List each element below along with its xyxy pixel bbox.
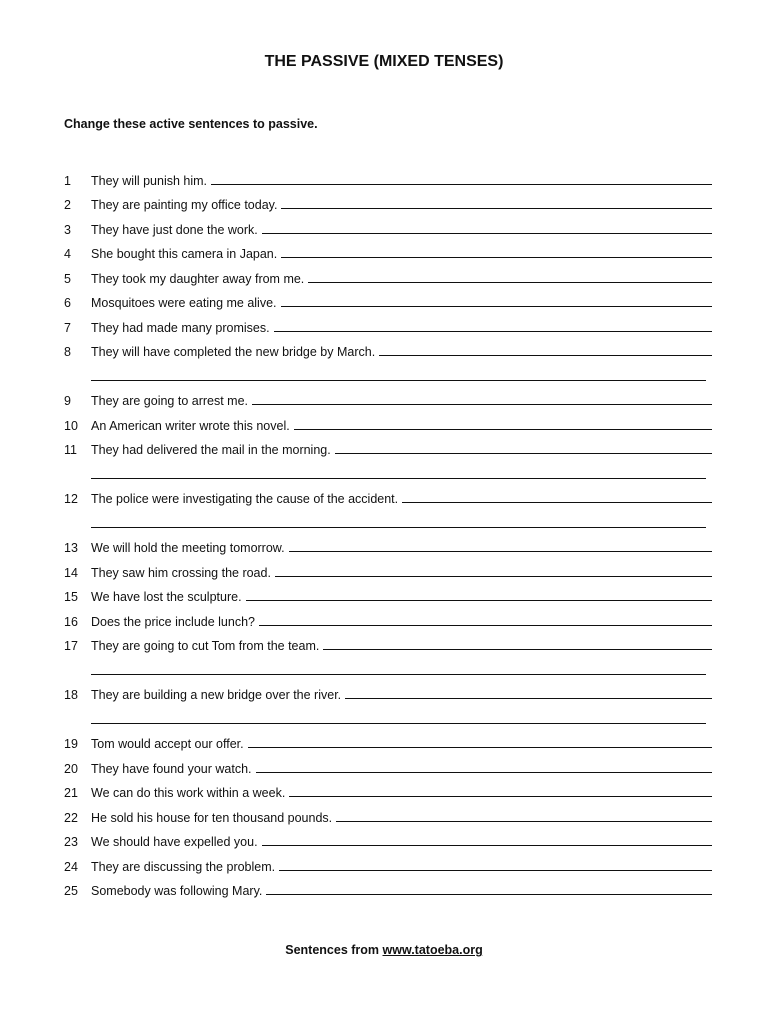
answer-line[interactable] bbox=[281, 208, 712, 209]
item-sentence: They are discussing the problem. bbox=[91, 859, 276, 874]
item-number: 12 bbox=[64, 492, 78, 506]
answer-line[interactable] bbox=[252, 404, 712, 405]
exercise-item bbox=[64, 604, 712, 629]
exercise-item bbox=[64, 874, 712, 899]
exercise-item bbox=[64, 800, 712, 825]
answer-line[interactable] bbox=[336, 821, 712, 822]
answer-line[interactable] bbox=[262, 233, 712, 234]
answer-line[interactable] bbox=[275, 576, 712, 577]
item-sentence: She bought this camera in Japan. bbox=[91, 247, 278, 261]
answer-line[interactable] bbox=[281, 306, 712, 307]
footer-prefix: Sentences from bbox=[285, 943, 380, 957]
exercise-item bbox=[64, 286, 712, 311]
exercise-item bbox=[64, 188, 712, 213]
answer-line[interactable] bbox=[266, 894, 712, 895]
item-sentence: They are going to cut Tom from the team. bbox=[91, 639, 320, 653]
answer-line[interactable] bbox=[91, 723, 706, 724]
exercise-item bbox=[64, 849, 712, 874]
answer-line[interactable] bbox=[91, 478, 706, 479]
item-sentence: They have just done the work. bbox=[91, 222, 258, 237]
exercise-item bbox=[64, 825, 712, 850]
exercise-item bbox=[64, 776, 712, 801]
answer-line[interactable] bbox=[279, 870, 712, 871]
exercise-item bbox=[64, 261, 712, 286]
item-number: 16 bbox=[64, 614, 78, 629]
item-sentence: Mosquitoes were eating me alive. bbox=[91, 296, 277, 310]
item-number: 11 bbox=[64, 443, 77, 457]
item-sentence: The police were investigating the cause of the accident. bbox=[91, 492, 399, 506]
item-number: 6 bbox=[64, 296, 71, 310]
item-number: 23 bbox=[64, 835, 78, 849]
exercise-list bbox=[64, 163, 712, 898]
instructions: Change these active sentences to passive. bbox=[64, 117, 318, 131]
answer-continuation bbox=[64, 359, 712, 384]
exercise-item bbox=[64, 580, 712, 605]
item-sentence: They will punish him. bbox=[91, 173, 208, 188]
item-number: 9 bbox=[64, 394, 71, 408]
answer-line[interactable] bbox=[294, 429, 712, 430]
answer-line[interactable] bbox=[248, 747, 712, 748]
exercise-item bbox=[64, 555, 712, 580]
item-sentence: They are going to arrest me. bbox=[91, 394, 249, 408]
item-number: 15 bbox=[64, 590, 78, 604]
worksheet-title: THE PASSIVE (MIXED TENSES) bbox=[264, 53, 504, 70]
answer-line[interactable] bbox=[379, 355, 712, 356]
exercise-item bbox=[64, 237, 712, 262]
item-number: 2 bbox=[64, 198, 71, 212]
item-number: 19 bbox=[64, 737, 78, 751]
item-number: 20 bbox=[64, 761, 78, 776]
item-sentence: We should have expelled you. bbox=[91, 835, 258, 849]
exercise-item bbox=[64, 727, 712, 752]
answer-line[interactable] bbox=[256, 772, 712, 773]
answer-line[interactable] bbox=[259, 625, 712, 626]
answer-line[interactable] bbox=[211, 184, 712, 185]
item-sentence: He sold his house for ten thousand pounds. bbox=[91, 810, 333, 825]
item-sentence: We have lost the sculpture. bbox=[91, 590, 242, 604]
item-sentence: They saw him crossing the road. bbox=[91, 565, 271, 580]
answer-line[interactable] bbox=[91, 380, 706, 381]
item-number: 1 bbox=[64, 173, 71, 188]
answer-line[interactable] bbox=[308, 282, 712, 283]
exercise-item bbox=[64, 212, 712, 237]
item-number: 3 bbox=[64, 222, 71, 237]
answer-line[interactable] bbox=[323, 649, 712, 650]
answer-line[interactable] bbox=[274, 331, 712, 332]
tatoeba-link[interactable]: www.tatoeba.org bbox=[382, 943, 483, 957]
item-number: 7 bbox=[64, 320, 71, 335]
exercise-item bbox=[64, 482, 712, 507]
item-number: 10 bbox=[64, 418, 78, 433]
item-number: 21 bbox=[64, 786, 78, 800]
exercise-item bbox=[64, 433, 712, 458]
exercise-item bbox=[64, 678, 712, 703]
item-sentence: They had made many promises. bbox=[91, 320, 270, 335]
item-sentence: Somebody was following Mary. bbox=[91, 884, 263, 898]
answer-continuation bbox=[64, 457, 712, 482]
item-number: 25 bbox=[64, 884, 78, 898]
item-sentence: They took my daughter away from me. bbox=[91, 271, 305, 286]
item-number: 22 bbox=[64, 810, 78, 825]
item-number: 4 bbox=[64, 247, 71, 261]
item-number: 17 bbox=[64, 639, 78, 653]
item-number: 8 bbox=[64, 345, 71, 359]
item-sentence: An American writer wrote this novel. bbox=[91, 418, 290, 433]
item-sentence: They will have completed the new bridge by March. bbox=[91, 345, 376, 359]
item-number: 18 bbox=[64, 688, 78, 702]
answer-continuation bbox=[64, 702, 712, 727]
exercise-item bbox=[64, 751, 712, 776]
item-sentence: We can do this work within a week. bbox=[91, 786, 286, 800]
answer-line[interactable] bbox=[281, 257, 712, 258]
answer-line[interactable] bbox=[246, 600, 712, 601]
footer bbox=[0, 943, 768, 957]
exercise-item bbox=[64, 335, 712, 360]
answer-line[interactable] bbox=[91, 527, 706, 528]
exercise-item bbox=[64, 408, 712, 433]
item-number: 13 bbox=[64, 541, 78, 555]
exercise-item bbox=[64, 531, 712, 556]
item-sentence: Does the price include lunch? bbox=[91, 614, 255, 629]
answer-line[interactable] bbox=[402, 502, 712, 503]
item-sentence: Tom would accept our offer. bbox=[91, 737, 244, 751]
exercise-item bbox=[64, 384, 712, 409]
answer-continuation bbox=[64, 653, 712, 678]
item-sentence: They had delivered the mail in the morning. bbox=[91, 443, 331, 457]
answer-line[interactable] bbox=[262, 845, 712, 846]
answer-continuation bbox=[64, 506, 712, 531]
answer-line[interactable] bbox=[289, 796, 712, 797]
answer-line[interactable] bbox=[91, 674, 706, 675]
item-number: 24 bbox=[64, 859, 78, 874]
exercise-item bbox=[64, 310, 712, 335]
exercise-item bbox=[64, 163, 712, 188]
item-sentence: They are building a new bridge over the river. bbox=[91, 688, 342, 702]
answer-line[interactable] bbox=[289, 551, 712, 552]
item-sentence: They are painting my office today. bbox=[91, 198, 278, 212]
answer-line[interactable] bbox=[345, 698, 712, 699]
exercise-item bbox=[64, 629, 712, 654]
item-sentence: They have found your watch. bbox=[91, 761, 252, 776]
item-number: 5 bbox=[64, 271, 71, 286]
item-sentence: We will hold the meeting tomorrow. bbox=[91, 541, 285, 555]
answer-line[interactable] bbox=[335, 453, 712, 454]
item-number: 14 bbox=[64, 565, 78, 580]
